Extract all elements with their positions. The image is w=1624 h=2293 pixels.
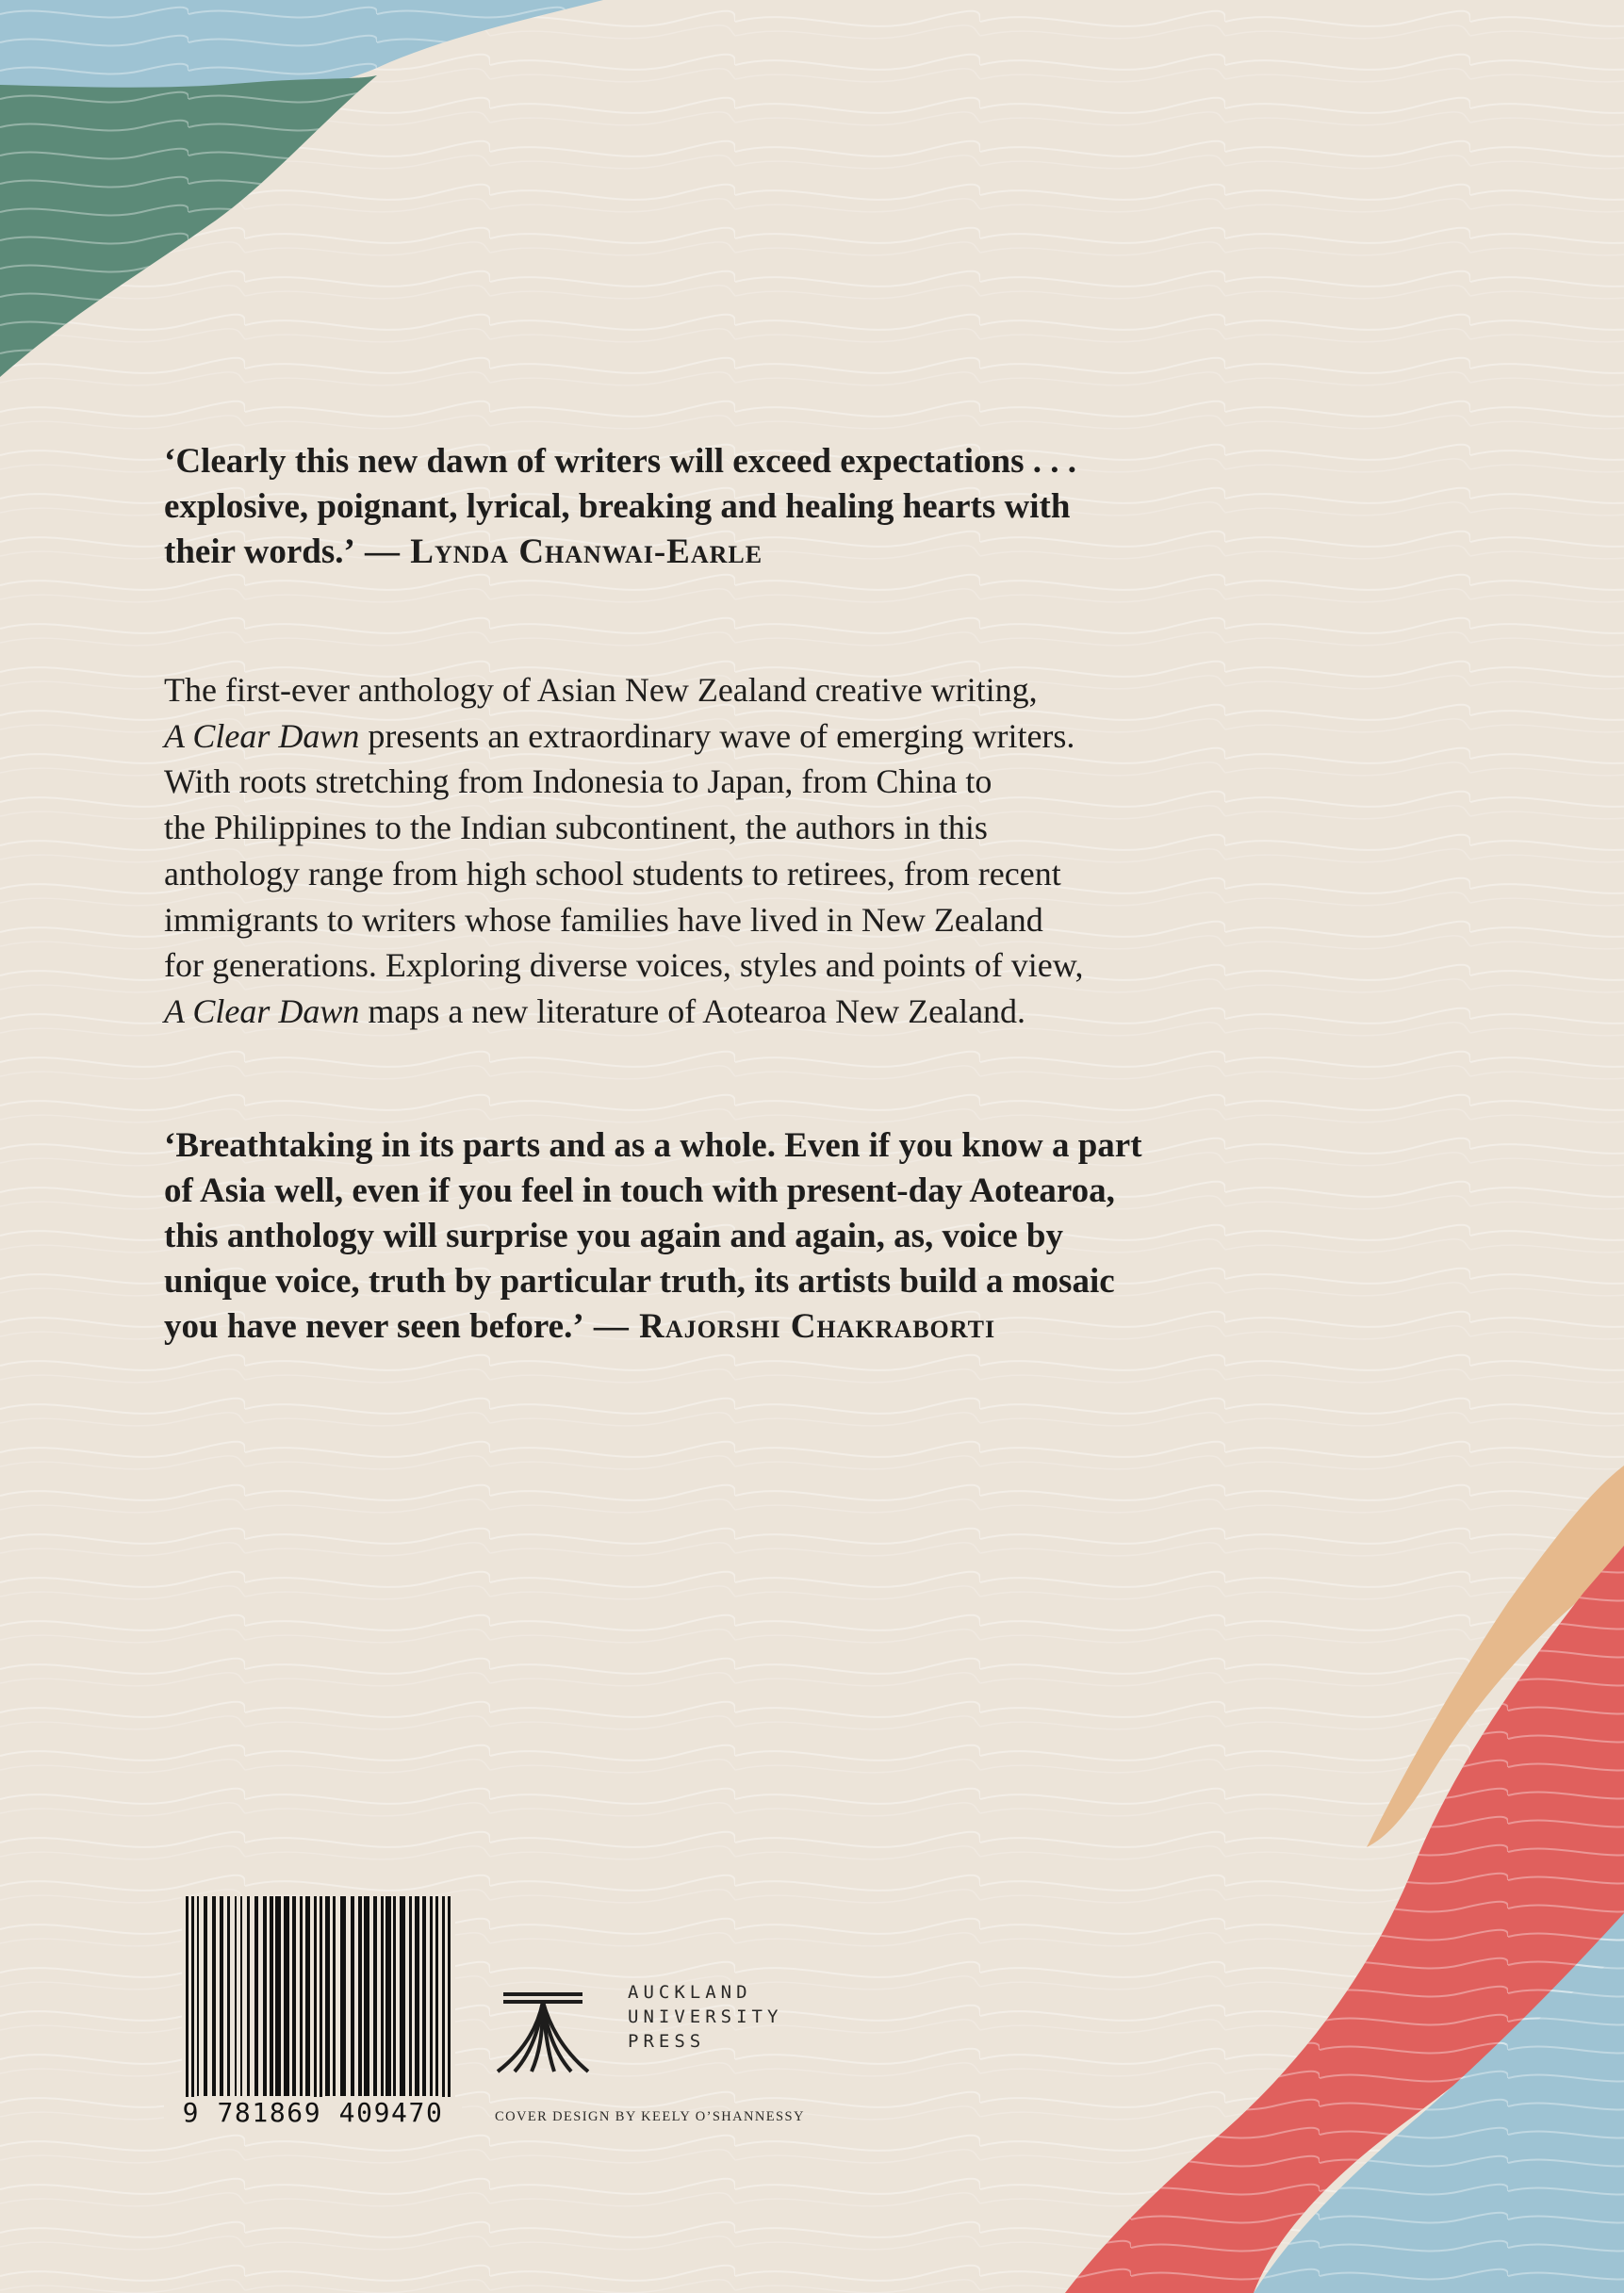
barcode-bar <box>305 1896 310 2096</box>
barcode-bar <box>435 1896 438 2096</box>
barcode-digits: 9 781869 409470 <box>164 2097 462 2128</box>
barcode-bar <box>415 1896 419 2096</box>
barcode-bar <box>448 1896 451 2118</box>
barcode-bar <box>351 1896 354 2096</box>
barcode-bar <box>385 1896 391 2096</box>
book-description <box>164 667 1248 1035</box>
quote-1-line-2: explosive, poignant, lyrical, breaking and healing hearts with <box>164 487 1071 526</box>
publisher-name-line-1: AUCKLAND <box>628 1982 752 2003</box>
barcode-bar <box>270 1896 273 2096</box>
endorsement-quote-2 <box>164 1123 1248 1350</box>
barcode-bar <box>240 1896 242 2096</box>
cover-design-credit: COVER DESIGN BY KEELY O’SHANNESSY <box>495 2109 805 2124</box>
blurb-title-1: A Clear Dawn <box>164 716 360 755</box>
blurb-line-3: With roots stretching from Indonesia to Japan, from China to <box>164 762 992 801</box>
barcode-bar <box>263 1896 267 2096</box>
isbn-barcode <box>182 1896 455 2118</box>
barcode-bar <box>254 1896 258 2096</box>
blurb-line-2 <box>164 713 1248 760</box>
quote-2-line-5-text: you have never seen before.’ <box>164 1307 584 1346</box>
publisher-name-line-3: PRESS <box>628 2031 706 2052</box>
barcode-bar <box>191 1896 194 2118</box>
barcode-bar <box>381 1896 384 2096</box>
barcode-bar <box>409 1896 412 2096</box>
quote-1-line-1: ‘Clearly this new dawn of writers will exceed expectations . . . <box>164 442 1076 481</box>
barcode-bar <box>364 1896 369 2096</box>
blurb-title-2: A Clear Dawn <box>164 991 360 1030</box>
barcode-bar <box>430 1896 433 2096</box>
barcode-bar <box>204 1896 207 2096</box>
quote-2-line-3: this anthology will surprise you again and again, as, voice by <box>164 1217 1063 1255</box>
quote-1-line-3-text: their words.’ <box>164 532 355 571</box>
blurb-line-1: The first-ever anthology of Asian New Zealand creative writing, <box>164 671 1038 709</box>
quote-2-line-5 <box>164 1304 1248 1350</box>
barcode-bar <box>247 1896 250 2096</box>
quote-1-attribution: — Lynda Chanwai-Earle <box>354 532 763 571</box>
blurb-line-5: anthology range from high school students to retirees, from recent <box>164 854 1061 893</box>
quote-2-line-1: ‘Breathtaking in its parts and as a whole. Even if you know a part <box>164 1126 1142 1165</box>
barcode-bar <box>400 1896 405 2096</box>
endorsement-quote-1 <box>164 439 1248 575</box>
barcode-bar <box>220 1896 223 2096</box>
publisher-name <box>628 1980 782 2054</box>
quote-1-line-3 <box>164 530 1248 575</box>
barcode-bar <box>373 1896 377 2096</box>
blurb-line-8 <box>164 989 1248 1035</box>
quote-2-attribution: — Rajorshi Chakraborti <box>583 1307 996 1346</box>
publisher-name-line-2: UNIVERSITY <box>628 2006 783 2027</box>
barcode-bar <box>358 1896 362 2096</box>
barcode-bar <box>275 1896 281 2096</box>
auckland-university-press-logo-icon <box>494 1987 592 2073</box>
barcode-bar <box>314 1896 317 2118</box>
barcode-bar <box>197 1896 199 2096</box>
blurb-line-6: immigrants to writers whose families have lived in New Zealand <box>164 900 1043 939</box>
barcode-bar <box>212 1896 216 2096</box>
barcode-bar <box>227 1896 230 2096</box>
barcode-bar <box>325 1896 330 2096</box>
barcode-bar <box>340 1896 346 2096</box>
blurb-line-4: the Philippines to the Indian subcontinent, the authors in this <box>164 809 988 847</box>
barcode-bar <box>320 1896 322 2118</box>
barcode-bar <box>235 1896 237 2096</box>
barcode-bar <box>442 1896 445 2118</box>
blurb-line-8-rest: maps a new literature of Aotearoa New Zealand. <box>359 991 1026 1030</box>
quote-2-line-4: unique voice, truth by particular truth, its artists build a mosaic <box>164 1262 1115 1301</box>
barcode-bar <box>284 1896 289 2096</box>
barcode-bar <box>186 1896 189 2118</box>
quote-2-line-2: of Asia well, even if you feel in touch with present-day Aotearoa, <box>164 1171 1115 1210</box>
barcode-bar <box>300 1896 303 2096</box>
blurb-line-7: for generations. Exploring diverse voices, styles and points of view, <box>164 946 1084 985</box>
barcode-bar <box>333 1896 336 2096</box>
barcode-bar <box>393 1896 396 2096</box>
barcode-bar <box>292 1896 296 2096</box>
barcode-bar <box>422 1896 426 2096</box>
blurb-line-2-rest: presents an extraordinary wave of emerging writers. <box>359 716 1075 755</box>
